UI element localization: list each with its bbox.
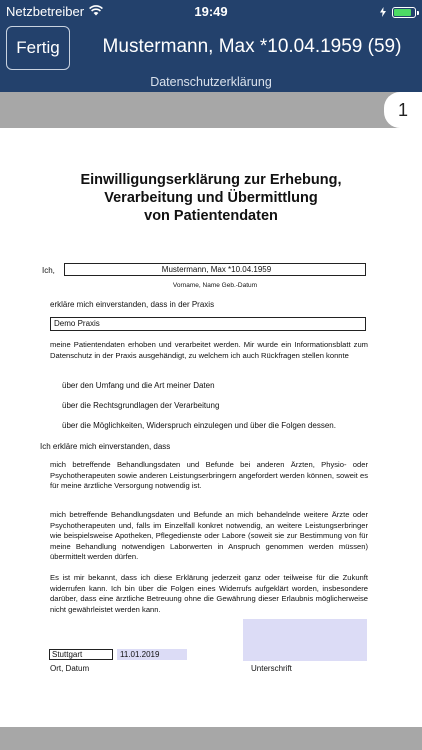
carrier-name: Netzbetreiber [6,4,85,19]
place-field[interactable]: Stuttgart [49,649,113,660]
info-item: über die Rechtsgrundlagen der Verarbeitung [62,401,220,410]
bolt-icon [380,5,386,20]
info-item: über die Möglichkeiten, Widerspruch einzulegen und über die Folgen dessen. [62,421,336,430]
practice-name-field[interactable]: Demo Praxis [50,317,366,331]
paragraph-data-transfer: mich betreffende Behandlungsdaten und Befunde an mich behandelnde weitere Ärzte oder Psychotherapeuten und, falls im Einzelfall konkret notwendig, an weitere Leistungserbringer wie beispielsweise Apotheken, Pflegedienste oder Labore (soweit sie zur Bestimmung von für meine Behandlung notwendigen Laborwerten in Anspruch genommen werden müssen) übermittelt werden dürfen. [50,510,368,561]
patient-title: Mustermann, Max *10.04.1959 (59) [102,36,402,57]
consent-document [0,128,422,727]
consent-intro: erkläre mich einverstanden, dass in der Praxis [50,300,215,309]
page-number-badge[interactable]: 1 [384,92,422,128]
document-subtitle: Datenschutzerklärung [150,75,272,89]
date-field[interactable]: 11.01.2019 [117,649,187,660]
second-consent: Ich erkläre mich einverstanden, dass [40,442,171,451]
battery-icon [392,7,416,18]
place-date-caption: Ort, Datum [50,664,90,673]
patient-field-caption: Vorname, Name Geb.-Datum [172,282,258,289]
done-button[interactable]: Fertig [6,26,70,70]
battery-tip [417,11,419,15]
page-toolbar [0,92,422,128]
status-time: 19:49 [194,4,228,19]
info-item: über den Umfang und die Art meiner Daten [62,381,215,390]
paragraph-revocation: Es ist mir bekannt, dass ich diese Erklärung jederzeit ganz oder teilweise für die Zukunft widerrufen kann. Ich bin über die Folgen eines Widerrufs aufgeklärt worden, insbesondere darüber, dass eine ärztliche Betreuung ohne die Gewährung dieser Erlaubnis möglicherweise nicht gewährleistet werden kann. [50,573,368,614]
signature-caption: Unterschrift [251,664,292,673]
status-right [380,5,416,20]
battery-level [394,9,411,16]
data-processing-text: meine Patientendaten erhoben und verarbeitet werden. Mir wurde ein Informationsblatt zum Datenschutz in der Praxis ausgehändigt, zu welchem ich auch Rückfragen stellen konnte [50,340,368,360]
document-heading [0,171,422,225]
heading-line: Einwilligungserklärung zur Erhebung, [80,172,342,188]
paragraph-data-request: mich betreffende Behandlungsdaten und Befunde bei anderen Ärzten, Physio- oder Psychotherapeuten sowie anderen Leistungserbringern angefordert werden können, soweit es für meine ärztliche Versorgung notwendig ist. [50,460,368,490]
patient-name-field[interactable]: Mustermann, Max *10.04.1959 [64,263,366,276]
heading-line: von Patientendaten [144,208,278,224]
signature-field[interactable] [243,619,367,661]
navigation-bar [0,0,422,92]
heading-line: Verarbeitung und Übermittlung [104,190,318,206]
bottom-bar [0,727,422,750]
ich-label: Ich, [42,266,55,275]
status-bar [0,0,422,24]
